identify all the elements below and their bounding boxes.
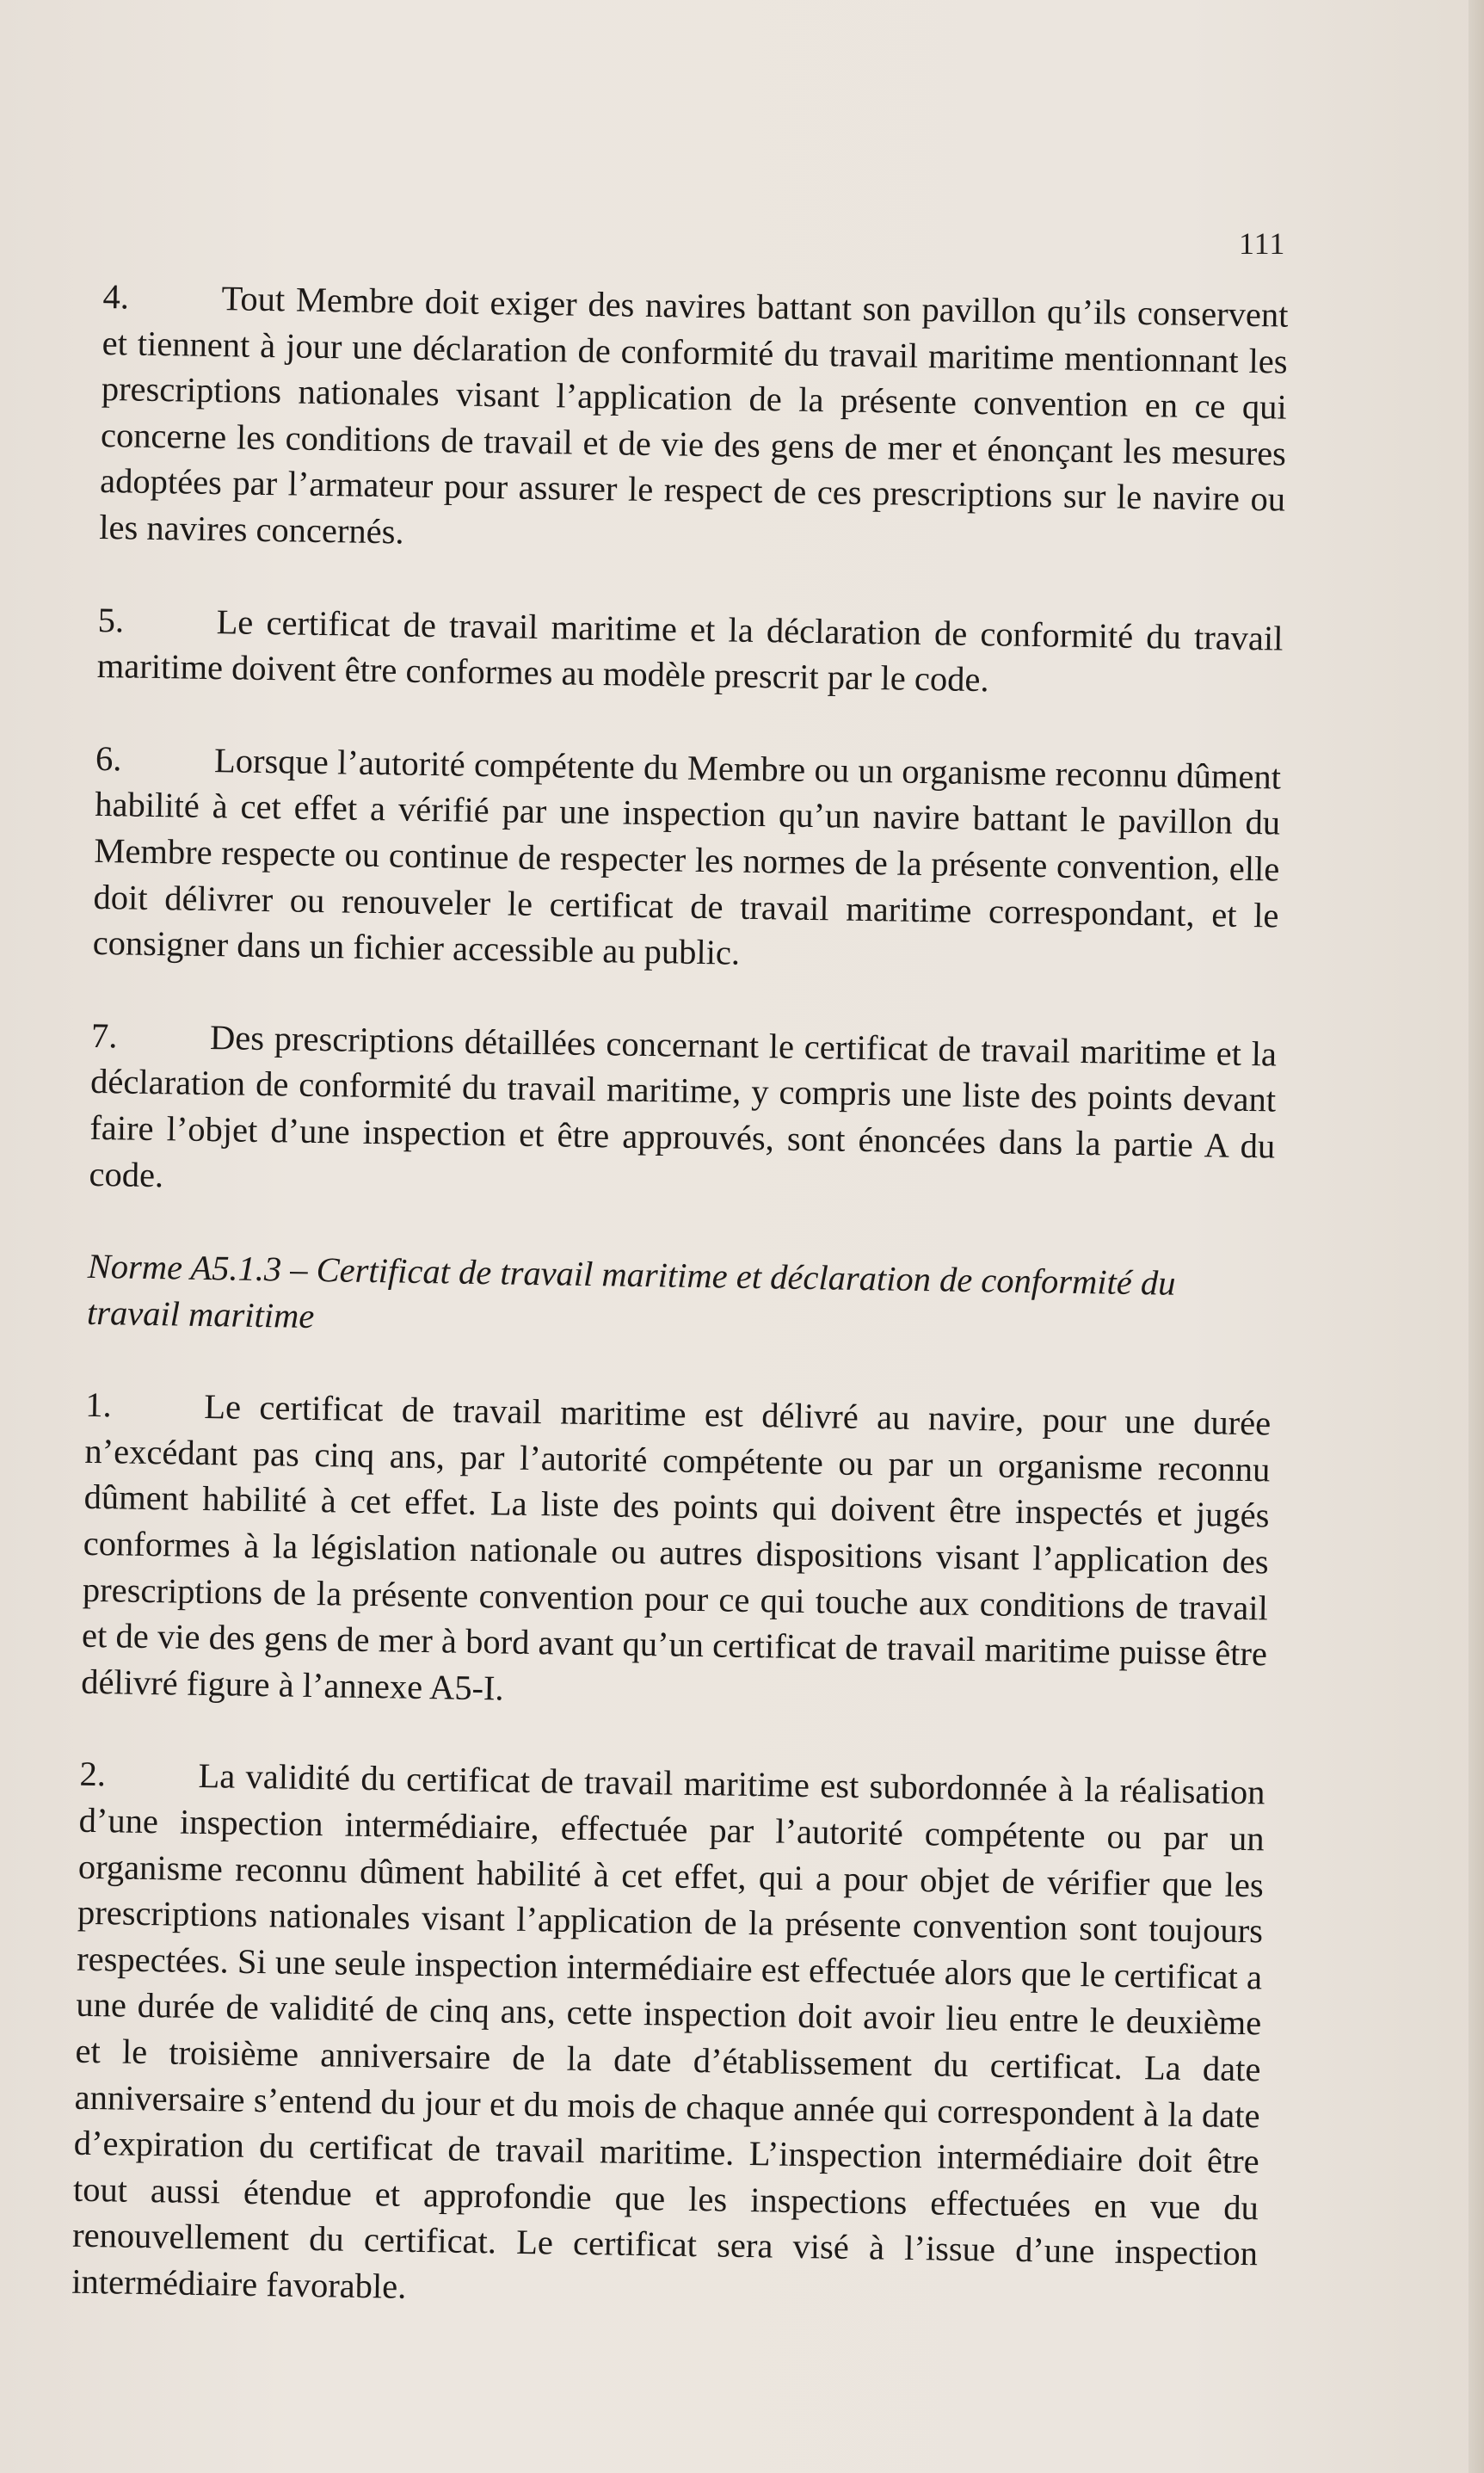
paragraph-1 <box>81 1382 1272 1724</box>
page-body <box>71 274 1289 2370</box>
paragraph-text: Le certificat de travail maritime et la déclaration de conformité du travail maritime doivent être conformes au modèle prescrit par le code. <box>96 601 1284 700</box>
paragraph-number: 2. <box>79 1755 107 1794</box>
paragraph-4 <box>99 274 1289 569</box>
section-heading: Norme A5.1.3 – Certificat de travail maritime et déclaration de conformité du travail maritime <box>86 1246 1176 1335</box>
paragraph-text: Tout Membre doit exiger des navires battant son pavillon qu’ils conservent et tiennent à jour une déclaration de conformité du travail maritime mentionnant les prescriptions nationales visant l’application de la présente convention en ce qui concerne les conditions de travail et de vie des gens de mer et énonçant les mesures adoptées par l’armateur pour assurer le respect de ces prescriptions sur le navire ou les navires concernés. <box>99 279 1289 552</box>
paragraph-text: Des prescriptions détaillées concernant le certificat de travail maritime et la déclaration de conformité du travail maritime, y compris une liste des points devant faire l’objet d’une inspection et être approuvés, sont énoncées dans la partie A du code. <box>89 1017 1278 1194</box>
paragraph-number: 6. <box>95 738 122 779</box>
paragraph-5 <box>96 597 1284 708</box>
paragraph-number: 1. <box>84 1385 113 1425</box>
paragraph-text: Lorsque l’autorité compétente du Membre ou un organisme reconnu dûment habilité à cet effet a vérifié par une inspection qu’un navire battant le pavillon du Membre respecte ou continue de respecter les normes de la présente convention, elle doit délivrer ou renouveler le certificat de travail maritime correspondant, et le consigner dans un fichier accessible au public. <box>92 740 1282 972</box>
paragraph-2 <box>71 1751 1265 2323</box>
page-edge <box>1469 0 1484 2473</box>
paragraph-number: 5. <box>97 600 125 639</box>
paragraph-6 <box>92 736 1281 985</box>
paragraph-text: La validité du certificat de travail maritime est subordonnée à la réalisation d’une inspection intermédiaire, effectuée par l’autorité compétente ou par un organisme reconnu dûment habilité à cet effet, qui a pour objet de vérifier que les prescriptions nationales visant l’application de la présente convention sont toujours respectées. Si une seule inspection intermédiaire est effectuée alors que le certificat a une durée de validité de cinq ans, cette inspection doit avoir lieu entre le deuxième et le troisième anniversaire de la date d’établissement du certificat. La date anniversaire s’entend du jour et du mois de chaque année qui correspondent à la date d’expiration du certificat de travail maritime. L’inspection intermédiaire doit être tout aussi étendue et approfondie que les inspections effectuées en vue du renouvellement du certificat. Le certificat sera visé à l’issue d’une inspection intermédiaire favorable. <box>71 1756 1265 2306</box>
paragraph-number: 7. <box>90 1015 118 1056</box>
paragraph-text: Le certificat de travail maritime est délivré au navire, pour une durée n’excédant pas cinq ans, par l’autorité compétente ou par un organisme reconnu dûment habilité à cet effet. La liste des points qui doivent être inspectés et jugés conformes à la législation nationale ou autres dispositions visant l’application des prescriptions de la présente convention pour ce qui touche aux conditions de travail et de vie des gens de mer à bord avant qu’un certificat de travail maritime puisse être délivré figure à l’annexe A5-I. <box>80 1387 1272 1708</box>
paragraph-number: 4. <box>102 276 130 317</box>
paragraph-7 <box>89 1013 1277 1216</box>
page-number: 111 <box>1239 226 1286 261</box>
